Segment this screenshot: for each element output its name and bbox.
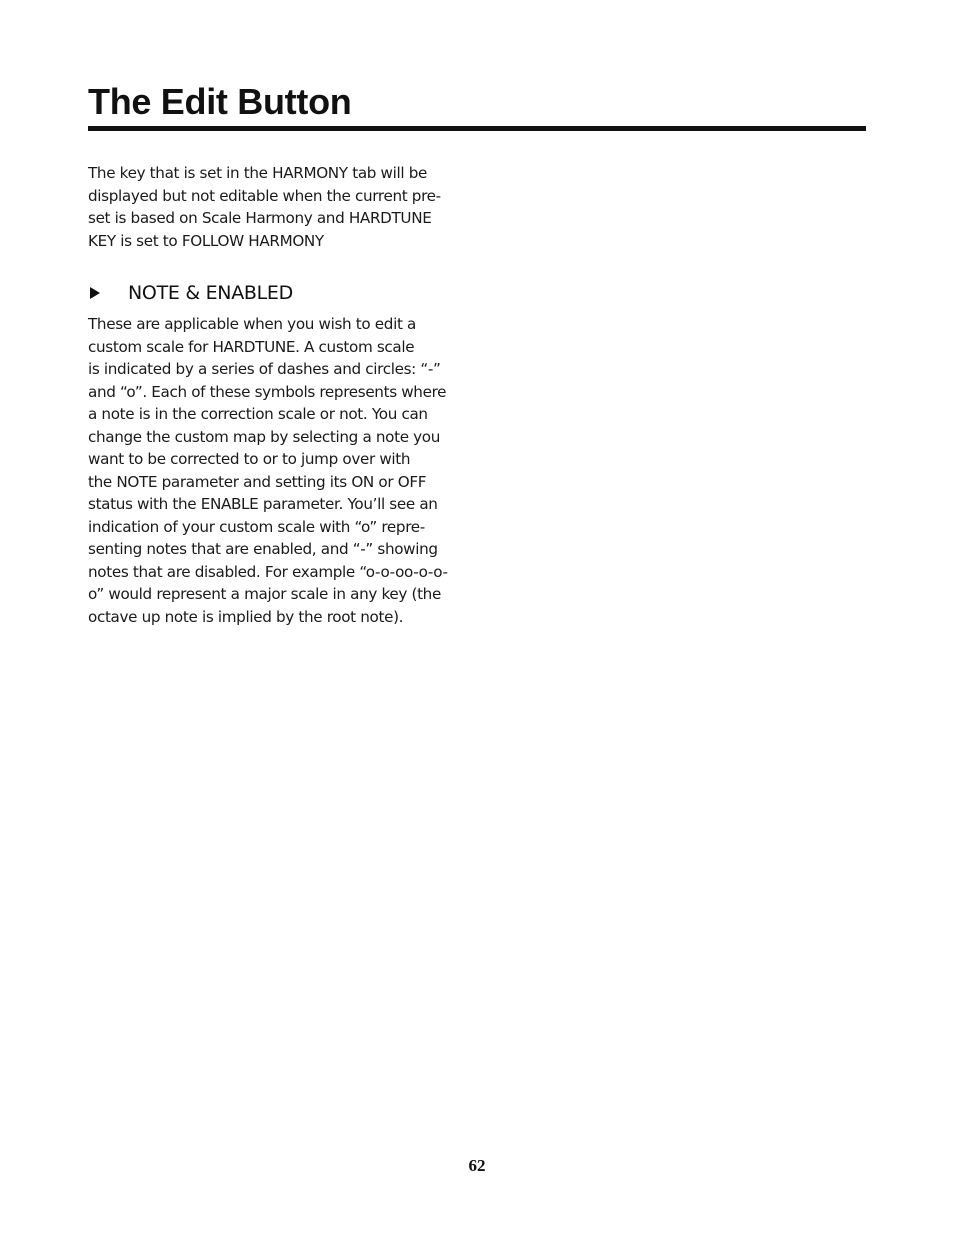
section-line: notes that are disabled. For example “o-o-oo-o-o-: [88, 562, 448, 581]
section-heading-text: NOTE & ENABLED: [128, 282, 293, 304]
page-title: The Edit Button: [88, 81, 352, 122]
intro-line: KEY is set to FOLLOW HARMONY: [88, 231, 324, 250]
section-line: custom scale for HARDTUNE. A custom scale: [88, 337, 415, 356]
page-number: 62: [468, 1156, 486, 1175]
title-rule: [88, 126, 866, 131]
section-paragraph: [88, 313, 460, 628]
section-line: a note is in the correction scale or not. You can: [88, 405, 428, 423]
intro-line: The key that is set in the HARMONY tab will be: [88, 164, 427, 182]
section-heading: [90, 280, 293, 306]
intro-paragraph: [88, 162, 460, 252]
section-line: status with the ENABLE parameter. You’ll see an: [88, 495, 438, 513]
section-line: indication of your custom scale with “o” repre-: [88, 517, 425, 536]
section-line: change the custom map by selecting a note you: [88, 427, 441, 446]
intro-line: set is based on Scale Harmony and HARDTUNE: [88, 209, 432, 227]
triangle-bullet-icon: [90, 287, 100, 299]
section-line: and “o”. Each of these symbols represents where: [88, 382, 447, 401]
section-line: These are applicable when you wish to edit a: [88, 315, 416, 333]
section-line: want to be corrected to or to jump over with: [88, 450, 411, 468]
section-line: octave up note is implied by the root note).: [88, 607, 404, 626]
section-line: is indicated by a series of dashes and circles: “-”: [88, 360, 441, 378]
section-line: the NOTE parameter and setting its ON or OFF: [88, 472, 427, 491]
section-line: senting notes that are enabled, and “-” showing: [88, 540, 438, 558]
section-line: o” would represent a major scale in any key (the: [88, 585, 441, 603]
intro-line: displayed but not editable when the current pre-: [88, 186, 441, 205]
